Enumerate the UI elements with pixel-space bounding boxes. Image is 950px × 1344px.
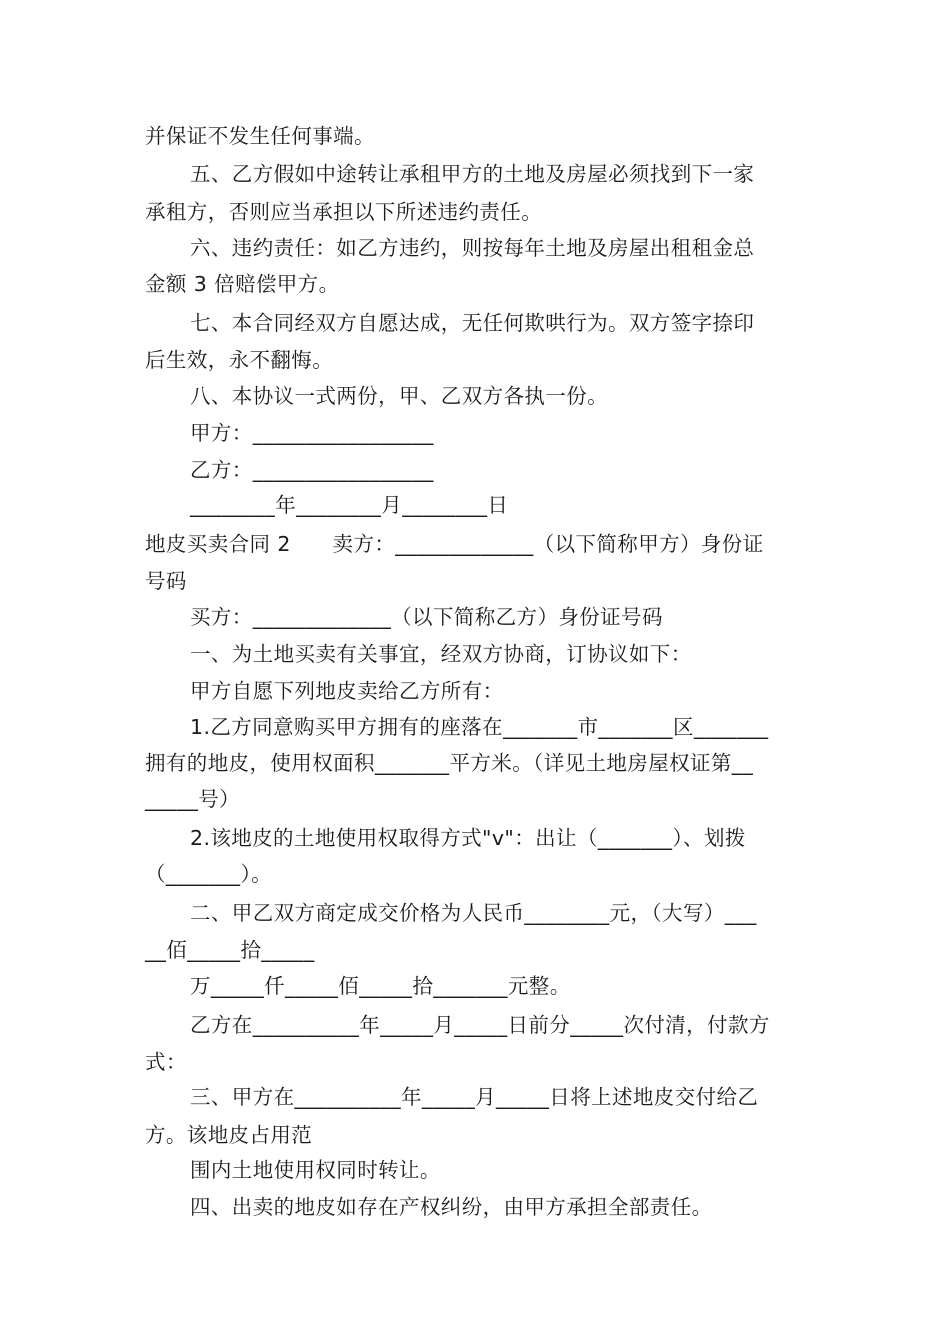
text-line: 2.该地皮的土地使用权取得方式"v"：出让（_______）、划拨 — [190, 826, 746, 850]
text-line: 八、本协议一式两份，甲、乙双方各执一份。 — [190, 384, 608, 408]
text-line: 四、出卖的地皮如存在产权纠纷，由甲方承担全部责任。 — [190, 1195, 713, 1219]
text-line: _____号） — [145, 787, 241, 811]
text-line: 承租方，否则应当承担以下所述违约责任。 — [145, 200, 543, 224]
text-line: 一、为土地买卖有关事宜，经双方协商，订协议如下： — [190, 642, 692, 666]
party-a-signature: 甲方：_________________ — [190, 421, 434, 445]
party-b-signature: 乙方：_________________ — [190, 458, 434, 482]
text-line: 二、甲乙双方商定成交价格为人民币________元，（大写）___ — [190, 901, 757, 925]
text-line: （_______）。 — [145, 862, 272, 886]
text-line: 甲方自愿下列地皮卖给乙方所有： — [190, 679, 504, 703]
contract-title-line: 地皮买卖合同 2 卖方：_____________（以下简称甲方）身份证 — [145, 532, 764, 556]
text-line: 围内土地使用权同时转让。 — [190, 1158, 441, 1182]
text-line: 七、本合同经双方自愿达成，无任何欺哄行为。双方签字捺印 — [190, 311, 755, 335]
text-line: 1.乙方同意购买甲方拥有的座落在_______市_______区_______ — [190, 715, 769, 739]
text-line: 式： — [145, 1050, 187, 1074]
text-line: __佰_____拾_____ — [145, 938, 315, 962]
date-line: ________年________月________日 — [190, 493, 509, 517]
text-line: 拥有的地皮，使用权面积_______平方米。（详见土地房屋权证第__ — [145, 751, 754, 775]
text-line: 六、违约责任：如乙方违约，则按每年土地及房屋出租租金总 — [190, 236, 755, 260]
text-line: 五、乙方假如中途转让承租甲方的土地及房屋必须找到下一家 — [190, 162, 755, 186]
text-line: 号码 — [145, 569, 187, 593]
text-line: 买方：_____________（以下简称乙方）身份证号码 — [190, 605, 663, 629]
text-line: 金额 3 倍赔偿甲方。 — [145, 272, 340, 296]
text-line: 三、甲方在__________年_____月_____日将上述地皮交付给乙 — [190, 1085, 759, 1109]
text-line: 并保证不发生任何事端。 — [145, 124, 375, 148]
text-line: 方。该地皮占用范 — [145, 1123, 313, 1147]
text-line: 万_____仟_____佰_____拾_______元整。 — [190, 974, 571, 998]
text-line: 乙方在__________年_____月_____日前分_____次付清，付款方 — [190, 1013, 770, 1037]
text-line: 后生效，永不翻悔。 — [145, 348, 334, 372]
